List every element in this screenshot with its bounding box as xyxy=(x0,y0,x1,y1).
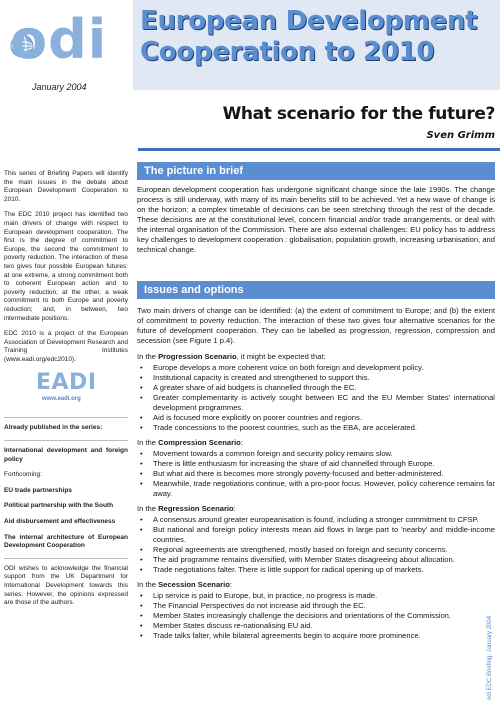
forthcoming-item: Political partnership with the South xyxy=(4,502,114,510)
odi-logo xyxy=(0,0,133,100)
section-heading-issues: Issues and options xyxy=(137,281,495,299)
list-item: • Trade concessions to the poorest countries, such as the EBA, are accelerated. xyxy=(137,423,495,433)
sidebar-intro: This series of Briefing Papers will identify the main issues in the debate about European Development Cooperation to 2010. xyxy=(4,170,128,203)
sidebar-thanks: ODI wishes to acknowledge the financial support from the UK Department for International Development towards this series. However, the opinions expressed are those of the authors. xyxy=(4,564,128,607)
list-item: • Trade talks falter, while bilateral agreements begin to acquire more prominence. xyxy=(137,631,495,641)
issue-date: January 2004 xyxy=(32,82,87,92)
divider xyxy=(4,417,128,418)
sidebar-eadi-note: EDC 2010 is a project of the European Association of Development Research and Training Institutes (www.eadi.org/edc2010). xyxy=(4,330,128,363)
list-item: • Europe develops a more coherent voice on both foreign and development policy. xyxy=(137,363,495,373)
list-item: • Trade negotiations falter. There is little support for radical opening up of markets. xyxy=(137,565,495,575)
list-progression xyxy=(137,363,495,433)
scenario-lead-progression: In the Progression Scenario, it might be expected that: xyxy=(137,352,326,361)
subtitle: What scenario for the future? xyxy=(222,104,495,124)
list-item: • A consensus around greater europeanisation is found, including a stronger commitment to CFSP. xyxy=(137,515,495,525)
list-regression xyxy=(137,515,495,575)
forthcoming-item: The internal architecture of European Development Cooperation xyxy=(4,533,128,550)
published-heading: Already published in the series: xyxy=(4,424,103,432)
list-item: • Aid is focused more explicitly on poorer countries and regions. xyxy=(137,413,495,423)
forthcoming-heading: Forthcoming: xyxy=(4,471,42,479)
list-secession xyxy=(137,591,495,641)
list-item: • A greater share of aid budgets is channelled through the EC. xyxy=(137,383,495,393)
list-item: • Movement towards a common foreign and security policy remains slow. xyxy=(137,449,495,459)
list-item: • Lip service is paid to Europe, but, in practice, no progress is made. xyxy=(137,591,495,601)
list-item: • But what aid there is becomes more strongly poverty-focused and better-administered. xyxy=(137,469,495,479)
section-body-issues xyxy=(137,306,495,646)
scenario-lead-secession: In the Secession Scenario: xyxy=(137,580,232,589)
eadi-url: www.eadi.org xyxy=(42,396,81,403)
spine-label: odi EDC Briefing: January 2004 xyxy=(487,615,493,700)
list-item: • Member States increasingly challenge the decisions and orientations of the Commission. xyxy=(137,611,495,621)
scenario-lead-compression: In the Compression Scenario: xyxy=(137,438,243,447)
list-item: • Regional agreements are strengthened, mostly based on foreign and security concerns. xyxy=(137,545,495,555)
list-compression xyxy=(137,449,495,499)
sidebar xyxy=(4,170,128,615)
paragraph: Two main drivers of change can be identified: (a) the extent of commitment to Europe; and (b) the extent of commitment to poverty reduction. The interaction of these two gives four alternative scenarios for the future of development cooperation. They can be labelled as progression, regression, compression and secession (see Figure 1 p.4). xyxy=(137,306,495,345)
list-item: • Greater complementarity is actively sought between EC and the EU Member States' international development programmes. xyxy=(137,393,495,413)
forthcoming-item: EU trade partnerships xyxy=(4,486,72,494)
list-item: • There is little enthusiasm for increasing the share of aid channelled through Europe. xyxy=(137,459,495,469)
eadi-logo-text: EADI xyxy=(36,370,97,396)
list-item: • Member States discuss re-nationalising EU aid. xyxy=(137,621,495,631)
author: Sven Grimm xyxy=(426,130,495,141)
list-item: • Meanwhile, trade negotiations continue, with a pro-poor focus. However, policy coherence remains far away. xyxy=(137,479,495,499)
list-item: • The aid programme remains diversified, with Member States disagreeing about allocation. xyxy=(137,555,495,565)
list-item: • But national and foreign policy interests mean aid flows in large part to 'nearby' and middle-income countries. xyxy=(137,525,495,545)
divider xyxy=(4,558,128,559)
page-title: European Development Cooperation to 2010 xyxy=(140,6,478,67)
divider xyxy=(4,440,128,441)
published-item: International development and foreign policy xyxy=(4,447,128,463)
section-heading-picture: The picture in brief xyxy=(137,162,495,180)
forthcoming-item: Aid disbursement and effectiveness xyxy=(4,518,116,526)
eadi-logo xyxy=(36,370,97,411)
section-body-picture xyxy=(137,185,495,261)
list-item: • Institutional capacity is created and strengthened to support this. xyxy=(137,373,495,383)
scenario-lead-regression: In the Regression Scenario: xyxy=(137,504,236,513)
paragraph: European development cooperation has undergone significant change since the late 1990s. The change process is still underway, with many of its main benefits still to be achieved. Yet a new wave of change is on the horizon: a complex timetable of decisions can be seen stretching through the rest of the decade. These decisions are at the constitutional level, concern financial and/or trade arrangements, or deal with the internal organisation of the Commission. There are also external challenges: EU policy has to address key challenges to development cooperation : globalisation, population growth, increasing urbanisation, and technical change. xyxy=(137,185,495,254)
logo-text: odi xyxy=(10,8,108,71)
header-divider xyxy=(138,148,500,151)
sidebar-project: The EDC 2010 project has identified two main drivers of change with respect to European development cooperation. The first is the degree of commitment to Europe, the second the commitment to poverty reduction. The interaction of these two gives four possible European futures: at one extreme, a strong commitment both to coherent European action and to poverty reduction; at the other, a weak commitment to both Europe and poverty reduction; and, in between, two intermediate positions. xyxy=(4,211,128,322)
list-item: • The Financial Perspectives do not increase aid through the EC. xyxy=(137,601,495,611)
